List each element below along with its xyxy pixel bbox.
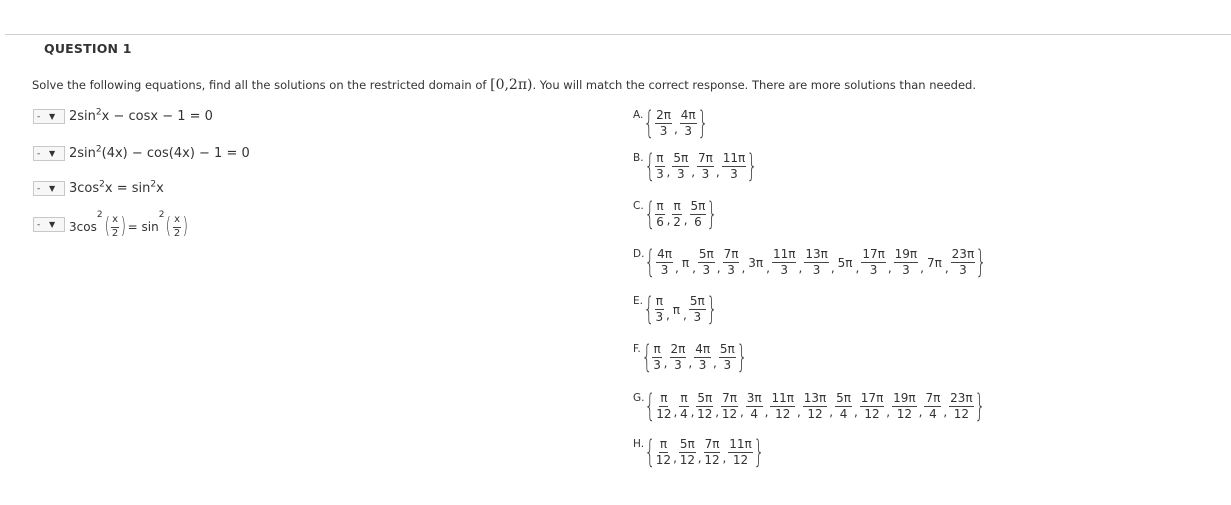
fraction-denominator: 3 [684,124,693,138]
solution-fraction [772,248,797,276]
match-row-4 [33,210,190,239]
solution-fraction [723,248,740,276]
solution-fraction [804,248,829,276]
option-label: A. [633,109,644,121]
comma-separator: , [697,450,702,465]
comma-separator: , [943,404,948,419]
solution-fraction [704,438,721,466]
fraction-numerator: 5π [689,294,705,309]
fraction-denominator: 3 [693,310,702,324]
solution-fraction [690,200,707,228]
comma-separator: , [764,404,769,419]
fraction-numerator: π [673,199,681,214]
fraction-denominator: 12 [679,453,695,467]
instructions-text: Solve the following equations, find all the solutions on the restricted domain of [32,78,491,92]
fraction-denominator: 3 [701,167,710,181]
comma-separator: , [716,260,721,275]
fraction-numerator: 23π [950,391,973,406]
comma-separator: , [692,260,696,275]
right-brace: } [974,388,985,424]
option-label: C. [633,200,644,212]
solution-fraction [728,438,753,466]
comma-separator: , [886,404,891,419]
fraction-denominator: 3 [656,167,664,181]
fraction-denominator: 3 [653,358,661,372]
fraction-x-over-2: $\frac{x}{2}$ [173,214,181,239]
fraction-numerator: 7π [722,391,737,406]
fraction-numerator: π [680,391,688,406]
solution-fraction [803,392,828,420]
fraction-denominator: 12 [953,407,970,421]
right-brace: } [706,291,717,327]
fraction-numerator: 4π [657,247,673,262]
fraction-numerator: 4π [695,342,711,357]
fraction-denominator: 12 [721,407,738,421]
option-f [633,339,751,375]
solution-fraction [924,392,941,420]
fraction-numerator: 2π [670,342,686,357]
comma-separator: , [663,355,668,370]
fraction-numerator: π [653,342,661,357]
solution-value: 7π [926,255,942,270]
comma-separator: , [666,164,671,179]
fraction-numerator: 2π [656,108,671,123]
fraction-numerator: 3π [746,391,762,406]
solution-value: 5π [837,255,853,270]
fraction-denominator: 4 [750,407,759,421]
solution-fraction [680,109,697,137]
option-h [633,434,769,470]
solution-fraction [746,392,763,420]
option-g [633,388,989,424]
solution-fraction [698,248,715,276]
fraction-numerator: 7π [698,151,713,166]
right-brace: } [736,339,748,375]
solution-fraction [655,295,664,323]
fraction-numerator: 7π [704,437,720,452]
chevron-down-icon: ▼ [49,112,56,121]
fraction-denominator: 3 [659,124,668,138]
fraction-denominator: 3 [674,358,682,372]
fraction-denominator: 12 [896,407,913,421]
comma-separator: , [683,307,687,322]
equation-1: $2\sin^2x - \cos x - 1 = 0$ [69,107,213,124]
solution-fraction [894,248,919,276]
fraction-x-over-2: $\frac{x}{2}$ [111,214,119,239]
option-label: D. [633,248,645,260]
match-row-2 [33,146,250,161]
fraction-denominator: 12 [697,407,713,421]
comma-separator: , [715,404,720,419]
solution-fraction [672,152,689,180]
fraction-denominator: 3 [723,358,732,372]
fraction-numerator: π [656,199,664,214]
solution-fraction [721,392,738,420]
question-title: QUESTION 1 [44,41,132,56]
answer-select-3[interactable]: - ▼ [33,181,65,196]
comma-separator: , [739,404,744,419]
comma-separator: , [798,260,803,275]
comma-separator: , [944,260,949,275]
solution-fraction [670,343,687,371]
fraction-denominator: 4 [680,407,688,421]
fraction-denominator: 3 [812,263,821,277]
fraction-numerator: 11π [722,151,746,166]
fraction-numerator: 5π [673,151,689,166]
fraction-denominator: 3 [660,263,669,277]
fraction-denominator: 6 [656,215,664,229]
chevron-down-icon: ▼ [49,184,56,193]
fraction-numerator: 17π [862,247,885,262]
solution-fraction [835,392,852,420]
left-brace: { [643,105,655,141]
comma-separator: , [830,260,835,275]
fraction-numerator: 13π [803,391,827,406]
comma-separator: , [715,164,720,179]
fraction-denominator: 3 [727,263,735,277]
solution-fraction [951,248,976,276]
solution-fraction [696,392,713,420]
equation-4: 3cos 2 ( $\frac{x}{2}$ ) = sin 2 ( $\frac{x}{2}$ ) [69,210,188,239]
fraction-denominator: 2 [673,215,681,229]
fraction-numerator: 5π [836,391,851,406]
fraction-numerator: 4π [680,108,696,123]
fraction-denominator: 3 [869,263,878,277]
fraction-denominator: 3 [676,167,685,181]
fraction-numerator: π [659,437,668,452]
comma-separator: , [673,121,678,136]
comma-separator: , [887,260,892,275]
chevron-down-icon: ▼ [49,149,56,158]
solution-fraction [689,295,706,323]
domain-interval: [0,2π) [490,77,533,93]
comma-separator: , [829,404,834,419]
comma-separator: , [683,212,688,227]
left-brace: { [644,434,656,470]
option-c [633,196,722,232]
fraction-numerator: 5π [697,391,713,406]
solution-fraction [655,200,664,228]
left-brace: { [641,339,652,375]
left-brace: { [644,244,656,280]
answer-select-4[interactable]: - ▼ [33,217,65,232]
right-brace: } [697,105,708,141]
fraction-denominator: 4 [929,407,937,421]
left-brace: { [643,291,655,327]
solution-fraction [694,343,711,371]
solution-fraction [656,438,671,466]
fraction-numerator: 11π [771,391,794,406]
fraction-denominator: 3 [655,310,664,324]
match-row-1 [33,109,213,124]
left-brace: { [644,196,655,232]
fraction-denominator: 6 [694,215,702,229]
left-brace: { [643,148,655,184]
fraction-denominator: 12 [704,453,720,467]
comma-separator: , [666,212,671,227]
solution-fraction [679,392,688,420]
option-a [633,105,712,141]
left-brace: { [644,388,656,424]
answer-select-1[interactable]: - ▼ [33,109,65,124]
fraction-denominator: 12 [775,407,791,421]
comma-separator: , [855,260,860,275]
fraction-numerator: 13π [805,247,828,262]
comma-separator: , [853,404,858,419]
solution-fraction [949,392,974,420]
fraction-numerator: 19π [893,391,916,406]
comma-separator: , [690,404,695,419]
fraction-numerator: 5π [698,247,714,262]
fraction-numerator: π [656,151,664,166]
comma-separator: , [673,404,678,419]
comma-separator: , [713,355,717,370]
match-row-3 [33,181,164,196]
fraction-denominator: 3 [902,263,910,277]
option-label: H. [633,438,645,450]
solution-fraction [892,392,917,420]
solution-fraction [655,152,664,180]
option-label: E. [633,295,643,307]
right-brace: } [706,196,718,232]
fraction-denominator: 4 [839,407,848,421]
option-b [633,148,762,184]
fraction-denominator: 12 [732,453,749,467]
fraction-denominator: 3 [730,167,738,181]
solution-value: π [672,302,681,317]
fraction-numerator: 7π [925,391,941,406]
comma-separator: , [766,260,770,275]
fraction-denominator: 3 [959,263,967,277]
fraction-numerator: 7π [723,247,739,262]
solution-fraction [719,343,736,371]
option-label: G. [633,392,645,404]
equation-2: $2\sin^2(4x) - \cos(4x) - 1 = 0$ [69,144,250,161]
comma-separator: , [688,355,693,370]
solution-fraction [655,109,672,137]
fraction-numerator: 23π [951,247,975,262]
fraction-numerator: 5π [679,437,695,452]
question-instructions [32,77,976,93]
equation-3: $3\cos^2x = \sin^2x$ [69,179,164,196]
option-label: B. [633,152,644,164]
right-brace: } [746,148,758,184]
fraction-denominator: 12 [807,407,823,421]
fraction-denominator: 3 [698,358,707,372]
fraction-numerator: 5π [690,199,706,214]
chevron-down-icon: ▼ [49,220,56,229]
comma-separator: , [675,260,679,275]
fraction-numerator: 5π [719,342,735,357]
comma-separator: , [918,404,923,419]
comma-separator: , [665,307,670,322]
fraction-denominator: 12 [656,407,672,421]
option-label: F. [633,343,641,355]
top-divider [5,34,1231,35]
fraction-numerator: 11π [772,247,796,262]
option-d [633,244,991,280]
fraction-denominator: 3 [702,263,711,277]
solution-value: π [681,255,690,270]
comma-separator: , [796,404,801,419]
fraction-numerator: π [660,391,668,406]
right-brace: } [753,434,765,470]
comma-separator: , [920,260,924,275]
solution-value: 3π [748,255,764,270]
right-brace: } [975,244,987,280]
solution-fraction [860,392,885,420]
comma-separator: , [673,450,677,465]
comma-separator: , [691,164,696,179]
solution-fraction [652,343,661,371]
solution-fraction [672,200,681,228]
solution-fraction [722,152,747,180]
answer-select-2[interactable]: - ▼ [33,146,65,161]
fraction-denominator: 3 [780,263,789,277]
solution-fraction [697,152,714,180]
fraction-denominator: 12 [655,453,672,467]
comma-separator: , [741,260,746,275]
option-e [633,291,721,327]
fraction-numerator: π [655,294,663,309]
solution-fraction [679,438,696,466]
fraction-numerator: 17π [860,391,884,406]
solution-fraction [770,392,795,420]
fraction-denominator: 12 [864,407,880,421]
solution-fraction [656,248,673,276]
comma-separator: , [722,450,727,465]
solution-fraction [656,392,671,420]
solution-fraction [861,248,886,276]
fraction-numerator: 11π [729,437,752,452]
fraction-numerator: 19π [894,247,918,262]
instructions-text-end: . You will match the correct response. There are more solutions than needed. [532,78,976,92]
